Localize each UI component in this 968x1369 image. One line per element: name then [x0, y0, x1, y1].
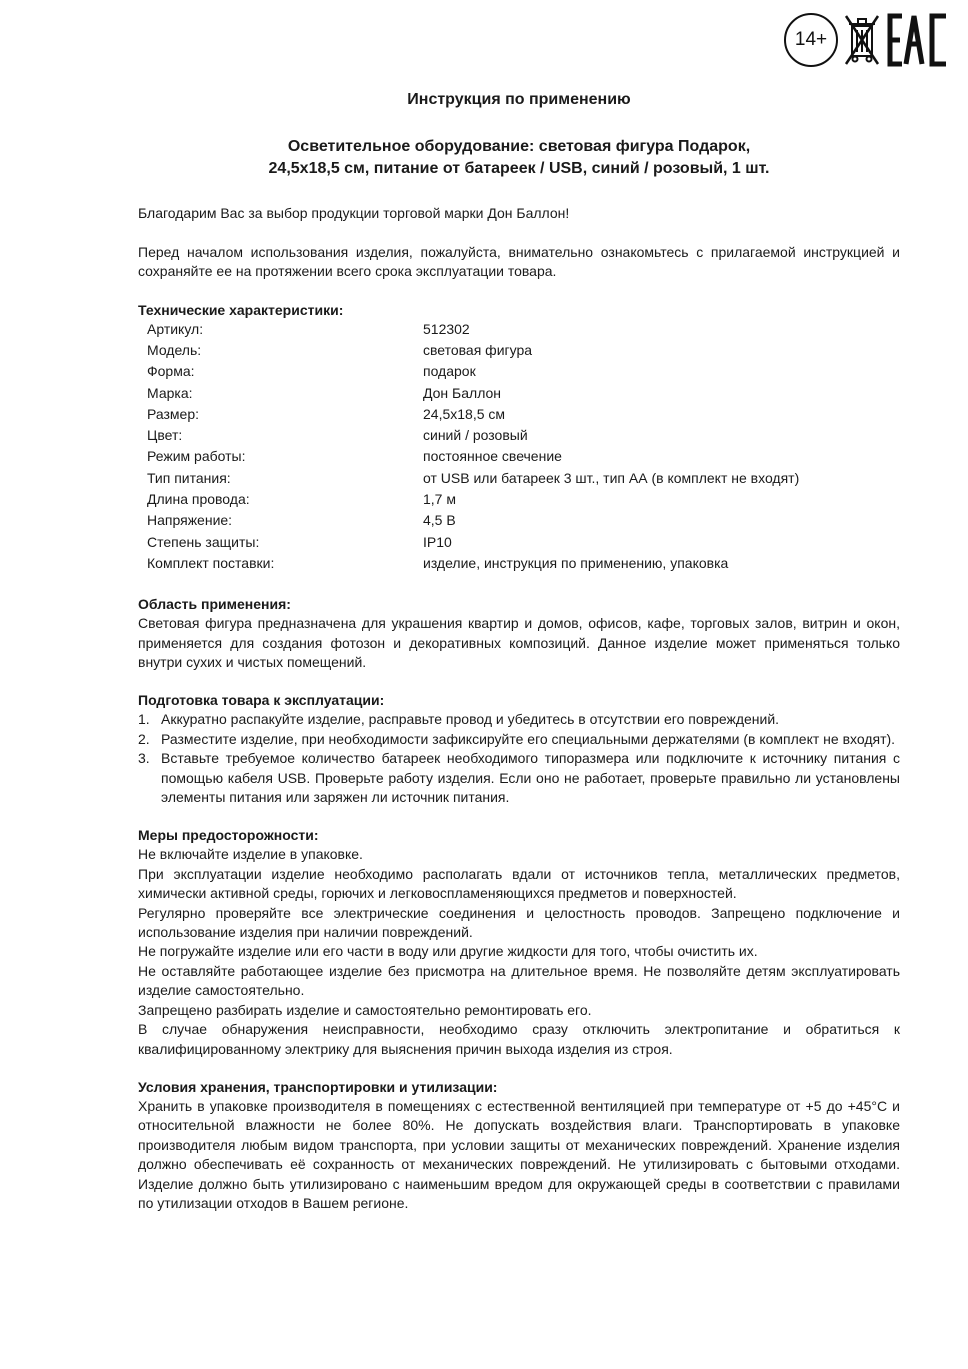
spec-row	[147, 490, 799, 511]
spec-row	[147, 533, 799, 554]
recycle-bin-crossed-icon	[844, 12, 880, 68]
spec-value: подарок	[423, 363, 476, 380]
list-text: Разместите изделие, при необходимости зафиксируйте его специальными держателями (в комплект не входят).	[161, 730, 896, 747]
spec-label: Степень защиты:	[147, 533, 260, 550]
list-item	[138, 730, 900, 749]
age-rating-badge: 14+	[784, 13, 838, 67]
safety-heading: Меры предосторожности:	[138, 827, 319, 844]
prep-heading: Подготовка товара к эксплуатации:	[138, 692, 385, 709]
storage-section	[138, 1078, 900, 1213]
storage-heading: Условия хранения, транспортировки и утилизации:	[138, 1078, 498, 1095]
subtitle-line-1: Осветительное оборудование: световая фигура Подарок,	[287, 138, 751, 156]
intro-note: Перед началом использования изделия, пожалуйста, внимательно ознакомьтесь с прилагаемой инструкцией и сохраняйте ее на протяжении всего срока эксплуатации товара.	[138, 243, 900, 280]
spec-label: Размер:	[147, 405, 200, 422]
specs-table	[147, 320, 799, 576]
spec-value: световая фигура	[423, 341, 533, 358]
spec-value: постоянное свечение	[423, 448, 562, 465]
document-title: Инструкция по применению	[407, 91, 631, 108]
spec-row	[147, 320, 799, 341]
product-subtitle	[138, 136, 900, 180]
spec-value: 24,5х18,5 см	[423, 405, 506, 422]
spec-row	[147, 405, 799, 426]
usage-text: Световая фигура предназначена для украшения квартир и домов, офисов, кафе, торговых залов, витрин и окон, применяется для создания фотозон и декоративных композиций. Данное изделие может применяться только внутри сухих и чистых помещений.	[138, 615, 900, 670]
subtitle-line-2: 24,5х18,5 см, питание от батареек / USB, синий / розовый, 1 шт.	[268, 160, 770, 178]
usage-section	[138, 595, 900, 672]
list-number: 1.	[138, 711, 150, 728]
spec-label: Длина провода:	[147, 491, 250, 507]
list-item	[138, 749, 900, 807]
list-item	[138, 710, 900, 729]
spec-value: 1,7 м	[423, 491, 456, 507]
spec-value: изделие, инструкция по применению, упаковка	[423, 554, 729, 571]
instruction-document	[138, 90, 900, 1232]
storage-text: Хранить в упаковке производителя в помещениях с естественной вентиляцией при температуре от +5 до +45°С и относительной влажности не более 80%. Не допускать воздействия влаги. Транспортировать в упаковке производителя любым видом транспорта, при условии защиты от механических повреждений. Хранение изделия должно обеспечивать её сохранность от механических повреждений. Не утилизировать с бытовыми отходами. Изделие должно быть утилизировано с наименьшим вредом для окружающей среды в соответствии с правилами по утилизации отходов в Вашем регионе.	[138, 1097, 900, 1211]
spec-label: Режим работы:	[147, 448, 246, 465]
prep-section	[138, 691, 900, 807]
eac-mark-icon	[886, 12, 950, 68]
list-text: Вставьте требуемое количество батареек необходимого типоразмера или подключите к источнику питания с помощью кабеля USB. Проверьте работу изделия. Если оно не работает, проверьте правильно ли установлены элементы питания или заряжен ли источник питания.	[161, 750, 900, 806]
spec-row	[147, 426, 799, 447]
usage-heading: Область применения:	[138, 596, 291, 613]
spec-label: Марка:	[147, 384, 193, 401]
spec-value: 4,5 В	[423, 512, 456, 529]
safety-section	[138, 826, 900, 1058]
spec-row	[147, 469, 799, 490]
spec-label: Комплект поставки:	[147, 554, 275, 571]
list-number: 2.	[138, 730, 150, 747]
spec-row	[147, 511, 799, 532]
spec-row	[147, 554, 799, 575]
list-text: Аккуратно распакуйте изделие, расправьте провод и убедитесь в отсутствии его повреждений.	[161, 711, 780, 728]
spec-value: 512302	[423, 320, 470, 337]
specs-heading: Технические характеристики:	[138, 301, 344, 318]
list-number: 3.	[138, 750, 150, 767]
prep-list	[138, 710, 900, 807]
spec-value: от USB или батареек 3 шт., тип АА (в комплект не входят)	[423, 469, 800, 486]
safety-line: Не оставляйте работающее изделие без присмотра на длительное время. Не позволяйте детям эксплуатировать изделие самостоятельно.	[138, 962, 900, 999]
spec-label: Цвет:	[147, 427, 183, 444]
spec-label: Форма:	[147, 363, 195, 380]
safety-line: При эксплуатации изделие необходимо располагать вдали от источников тепла, металлических предметов, химически активной среды, горючих и легковоспламеняющихся предметов и поверхностей.	[138, 865, 900, 902]
spec-label: Тип питания:	[147, 469, 231, 486]
spec-row	[147, 384, 799, 405]
safety-line: Запрещено разбирать изделие и самостоятельно ремонтировать его.	[138, 1001, 592, 1018]
spec-label: Артикул:	[147, 320, 204, 337]
spec-row	[147, 362, 799, 383]
safety-line: Не погружайте изделие или его части в воду или другие жидкости для того, чтобы очистить их.	[138, 943, 758, 960]
certification-marks	[784, 12, 950, 68]
safety-line: Не включайте изделие в упаковке.	[138, 846, 363, 863]
thanks-text: Благодарим Вас за выбор продукции торговой марки Дон Баллон!	[138, 205, 570, 222]
spec-row	[147, 447, 799, 468]
safety-line: Регулярно проверяйте все электрические соединения и целостность проводов. Запрещено подключение и использование изделия при наличии повреждений.	[138, 904, 900, 941]
spec-value: синий / розовый	[423, 427, 528, 444]
spec-label: Модель:	[147, 341, 202, 358]
spec-row	[147, 341, 799, 362]
safety-line: В случае обнаружения неисправности, необходимо сразу отключить электропитание и обратиться к квалифицированному электрику для выяснения причин выхода изделия из строя.	[138, 1021, 900, 1057]
spec-value: IP10	[423, 533, 452, 550]
spec-value: Дон Баллон	[423, 384, 502, 401]
spec-label: Напряжение:	[147, 512, 233, 529]
